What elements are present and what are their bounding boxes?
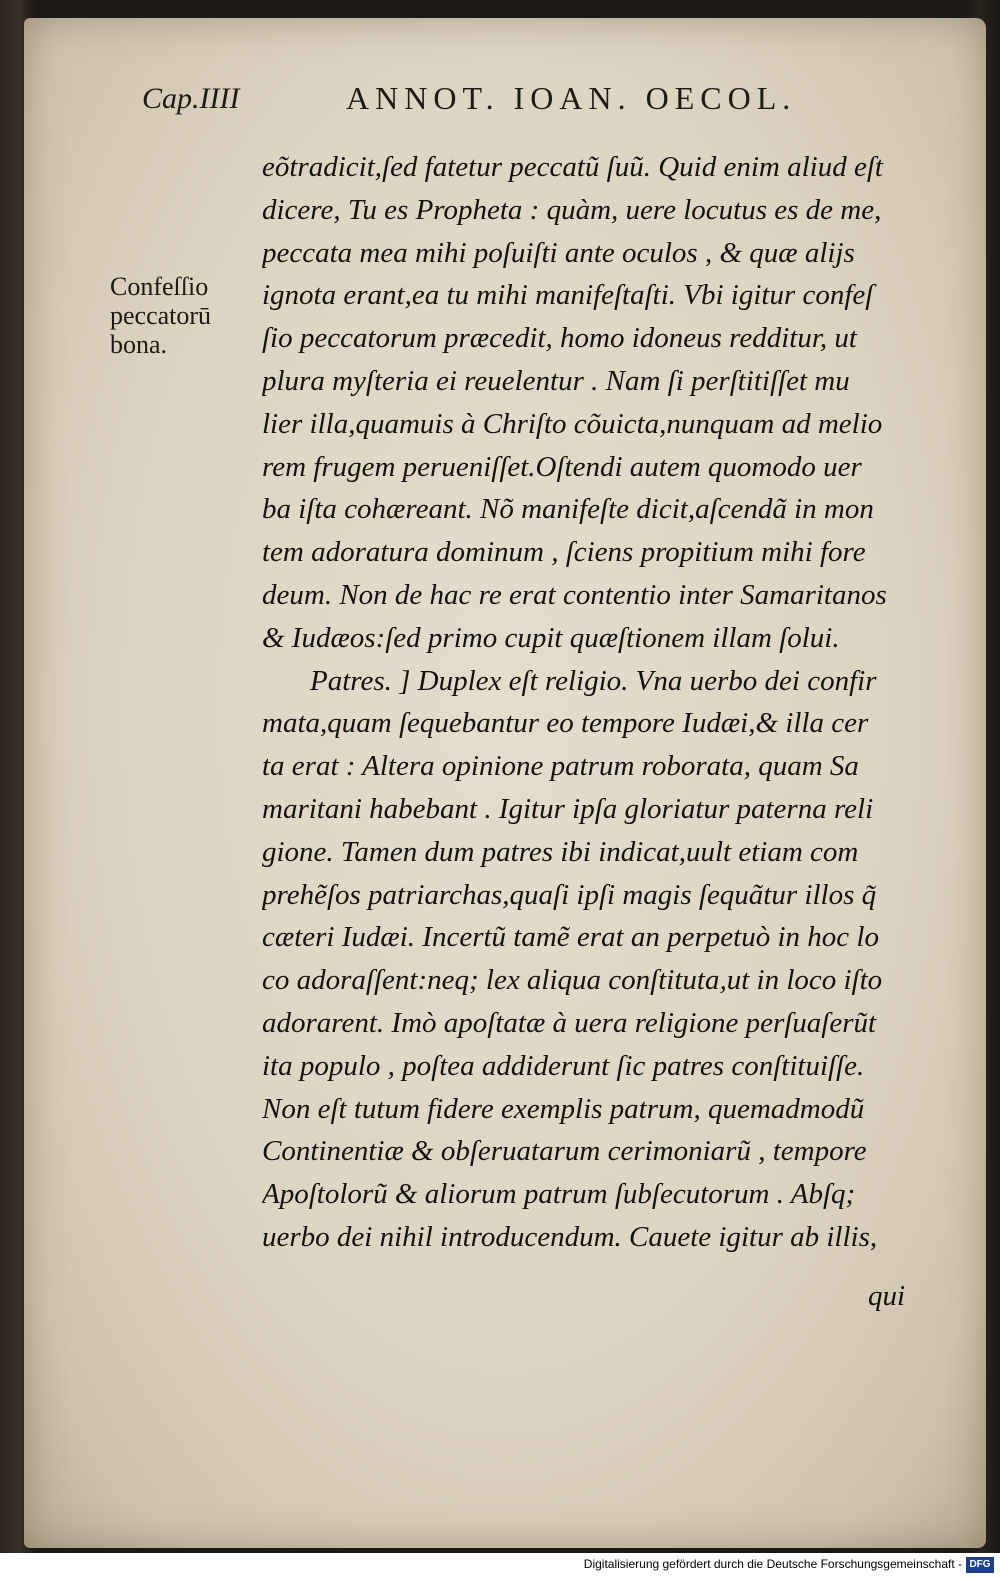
text-line: prehẽſos patriarchas,quaſi ipſi magis ſequãtur illos q̃ [262,878,877,911]
margin-note-line: Confeſſio [110,272,209,301]
text-line: Patres. ] Duplex eſt religio. Vna uerbo dei confir [310,664,877,697]
text-line: Non eſt tutum fidere exemplis patrum, quemadmodũ [262,1092,865,1125]
text-line: cæteri Iudæi. Incertũ tamẽ erat an perpetuò in hoc lo [262,921,879,954]
text-line: eõtradicit,ſed fatetur peccatũ ſuũ. Quid enim aliud eſt [262,151,883,183]
text-line: & Iudæos:ſed primo cupit quæſtionem illam ſolui. [262,621,840,654]
text-line: plura myſteria ei reuelentur . Nam ſi perſtitiſſet mu [262,364,850,397]
margin-note-line: peccatorū [110,301,212,330]
text-line: peccata mea mihi poſuiſti ante oculos , & quæ alijs [262,236,855,269]
text-line: mata,quam ſequebantur eo tempore Iudæi,& illa cer [262,707,869,740]
text-line: gione. Tamen dum patres ibi indicat,uult etiam com [262,835,859,868]
text-line: tem adoratura dominum , ſciens propitium mihi fore [262,536,866,569]
text-line: co adoraſſent:neq; lex aliqua conſtituta,ut in loco iſto [262,964,883,997]
running-title: ANNOT. IOAN. OECOL. [346,80,797,116]
text-line: ta erat : Altera opinione patrum roborata, quam Sa [262,750,859,783]
margin-note-line: bona. [110,330,168,359]
text-line: ſio peccatorum præcedit, homo idoneus redditur, ut [262,322,857,355]
text-line: ba iſta cohæreant. Nõ manifeſte dicit,aſcendã in mon [262,493,874,526]
text-line: ita populo , poſtea addiderunt ſic patres conſtituiſſe. [262,1049,865,1082]
text-line: lier illa,quamuis à Chriſto cõuicta,nunquam ad melio [262,407,883,440]
page-header [120,78,880,128]
text-line: Apoſtolorũ & aliorum patrum ſubſecutorum . Abſq; [262,1178,856,1211]
text-line: deum. Non de hac re erat contentio inter Samaritanos [262,578,887,611]
body-text [262,146,922,1259]
chapter-label: Cap.IIII [142,82,240,115]
margin-note [110,272,250,359]
text-line: rem frugem perueniſſet.Oſtendi autem quomodo uer [262,450,862,483]
digitization-footer [0,1553,1000,1578]
dfg-logo: DFG [966,1557,994,1573]
text-line: dicere, Tu es Propheta : quàm, uere locutus es de me, [262,193,882,226]
funding-credit: Digitalisierung gefördert durch die Deutsche Forschungsgemeinschaft - [583,1557,962,1571]
text-line: ignota erant,ea tu mihi manifeſtaſti. Vbi igitur confeſ [262,279,874,312]
catchword: qui [868,1280,906,1312]
text-line: adorarent. Imò apoſtatæ à uera religione perſuaſerũt [262,1006,877,1039]
text-line: uerbo dei nihil introducendum. Cauete igitur ab illis, [262,1220,878,1253]
text-line: Continentiæ & obſeruatarum cerimoniarũ , tempore [262,1135,867,1168]
text-line: maritani habebant . Igitur ipſa gloriatur paterna reli [262,792,874,825]
